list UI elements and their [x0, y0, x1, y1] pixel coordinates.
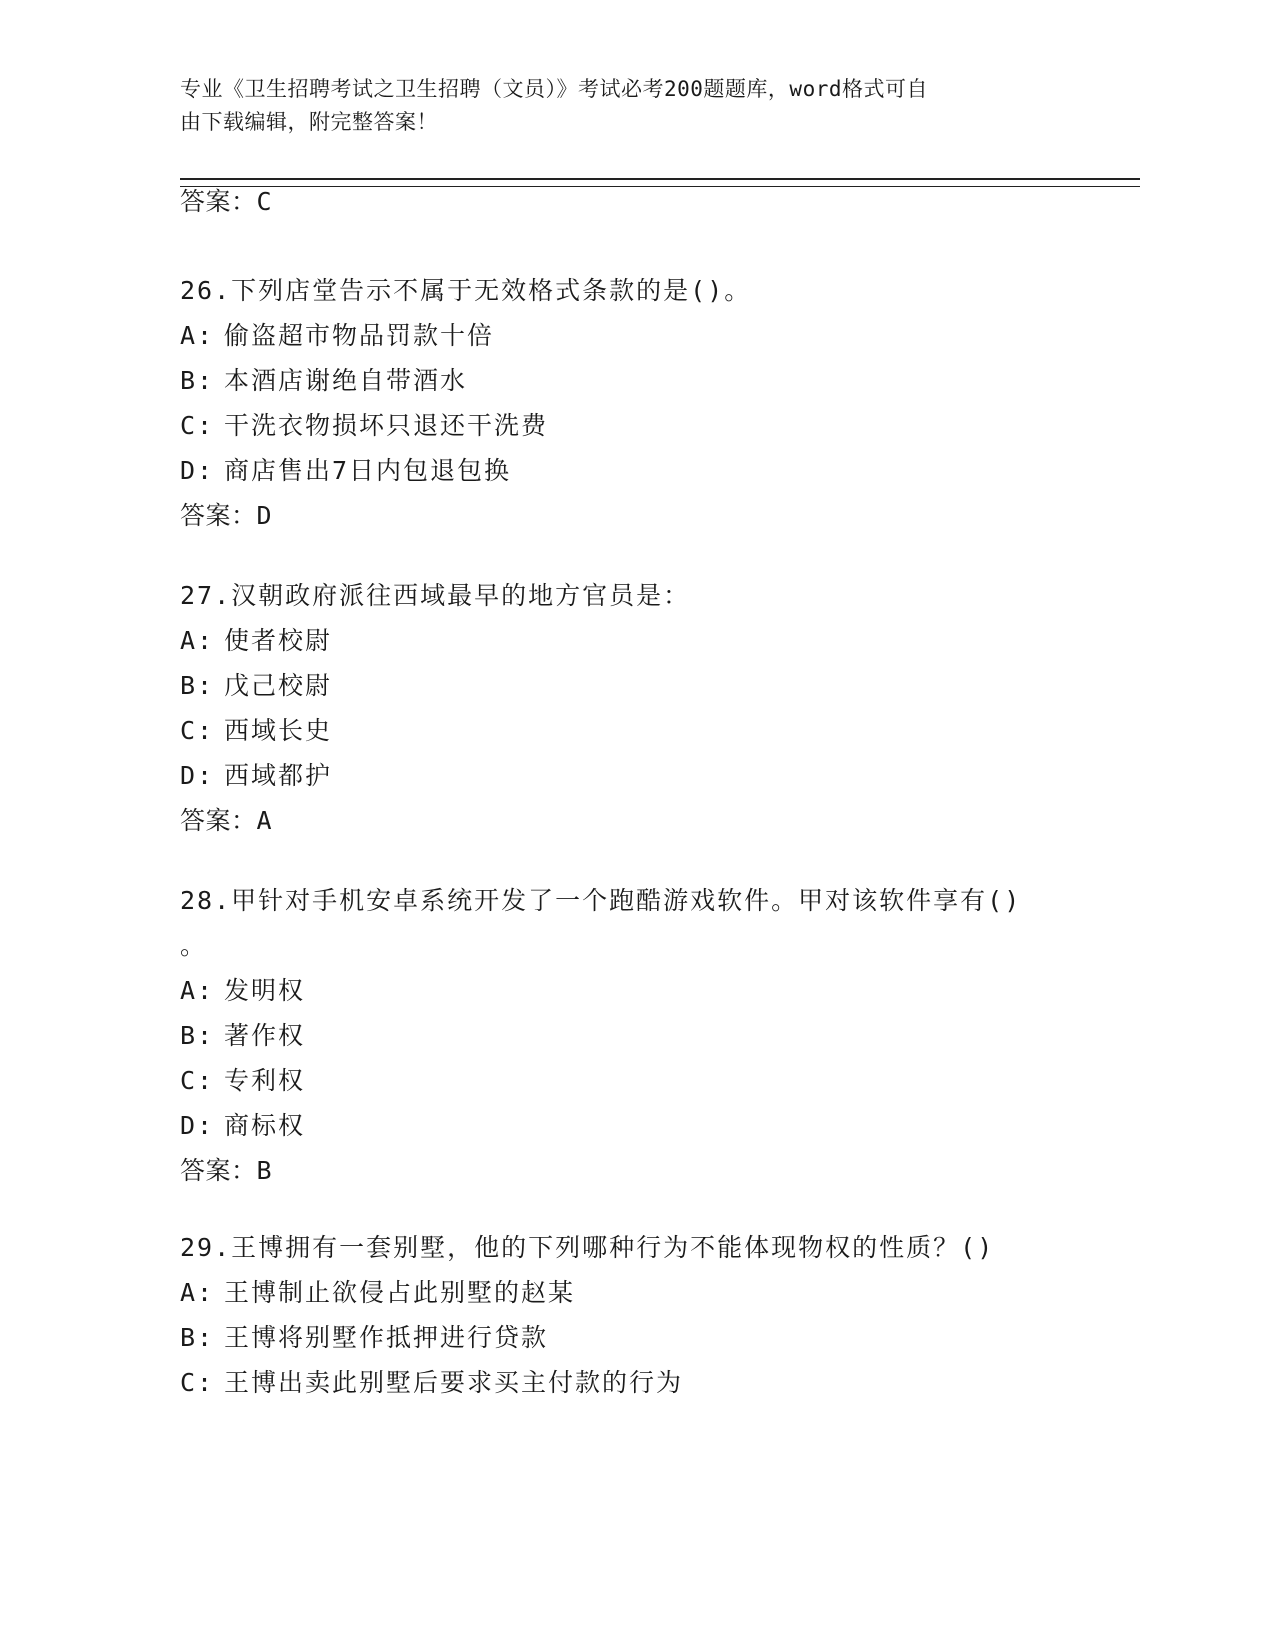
option-text: 王博将别墅作抵押进行贷款	[224, 1323, 549, 1352]
answer-line: 答案：A	[180, 806, 273, 835]
option-text: 王博出卖此别墅后要求买主付款的行为	[224, 1368, 684, 1397]
question-stem-continued: 。	[180, 931, 208, 960]
option-label: A:	[180, 1278, 215, 1307]
option-label: A:	[180, 321, 215, 350]
question-28	[180, 878, 1140, 1194]
question-27	[180, 573, 1140, 844]
question-stem: 29.王博拥有一套别墅，他的下列哪种行为不能体现物权的性质？()	[180, 1233, 995, 1262]
option-text: 使者校尉	[224, 626, 333, 655]
option-c	[180, 1360, 1140, 1405]
option-b	[180, 358, 1140, 403]
option-b	[180, 1315, 1140, 1360]
option-text: 发明权	[224, 976, 306, 1005]
option-label: B:	[180, 1323, 215, 1352]
option-a	[180, 968, 1140, 1013]
option-text: 商店售出7日内包退包换	[224, 456, 512, 485]
option-text: 王博制止欲侵占此别墅的赵某	[224, 1278, 576, 1307]
option-d	[180, 1103, 1140, 1148]
option-a	[180, 313, 1140, 358]
option-text: 商标权	[224, 1111, 306, 1140]
header-line-2: 由下载编辑，附完整答案！	[180, 110, 438, 134]
option-d	[180, 448, 1140, 493]
question-stem: 28.甲针对手机安卓系统开发了一个跑酷游戏软件。甲对该软件享有()	[180, 886, 1022, 915]
question-stem: 27.汉朝政府派往西域最早的地方官员是：	[180, 581, 691, 610]
option-c	[180, 403, 1140, 448]
answer-line: 答案：C	[180, 187, 273, 216]
answer-line: 答案：D	[180, 501, 273, 530]
option-a	[180, 618, 1140, 663]
option-b	[180, 1013, 1140, 1058]
option-d	[180, 753, 1140, 798]
option-c	[180, 708, 1140, 753]
option-label: D:	[180, 1111, 215, 1140]
option-label: D:	[180, 456, 215, 485]
option-label: C:	[180, 1368, 215, 1397]
option-label: A:	[180, 976, 215, 1005]
option-label: C:	[180, 1066, 215, 1095]
question-26	[180, 268, 1140, 539]
option-a	[180, 1270, 1140, 1315]
option-text: 著作权	[224, 1021, 306, 1050]
option-label: B:	[180, 1021, 215, 1050]
answer-line: 答案：B	[180, 1156, 273, 1185]
option-label: D:	[180, 761, 215, 790]
option-label: B:	[180, 366, 215, 395]
option-text: 西域都护	[224, 761, 333, 790]
option-label: A:	[180, 626, 215, 655]
option-text: 偷盗超市物品罚款十倍	[224, 321, 495, 350]
option-text: 干洗衣物损坏只退还干洗费	[224, 411, 549, 440]
question-29	[180, 1225, 1140, 1405]
header-line-1: 专业《卫生招聘考试之卫生招聘（文员）》考试必考200题题库，word格式可自	[180, 77, 928, 101]
document-header	[180, 73, 1040, 139]
option-label: B:	[180, 671, 215, 700]
option-text: 专利权	[224, 1066, 306, 1095]
question-stem: 26.下列店堂告示不属于无效格式条款的是()。	[180, 276, 752, 305]
header-divider	[180, 178, 1140, 187]
option-label: C:	[180, 716, 215, 745]
option-text: 西域长史	[224, 716, 333, 745]
option-c	[180, 1058, 1140, 1103]
option-text: 戊己校尉	[224, 671, 333, 700]
option-text: 本酒店谢绝自带酒水	[224, 366, 468, 395]
option-label: C:	[180, 411, 215, 440]
option-b	[180, 663, 1140, 708]
